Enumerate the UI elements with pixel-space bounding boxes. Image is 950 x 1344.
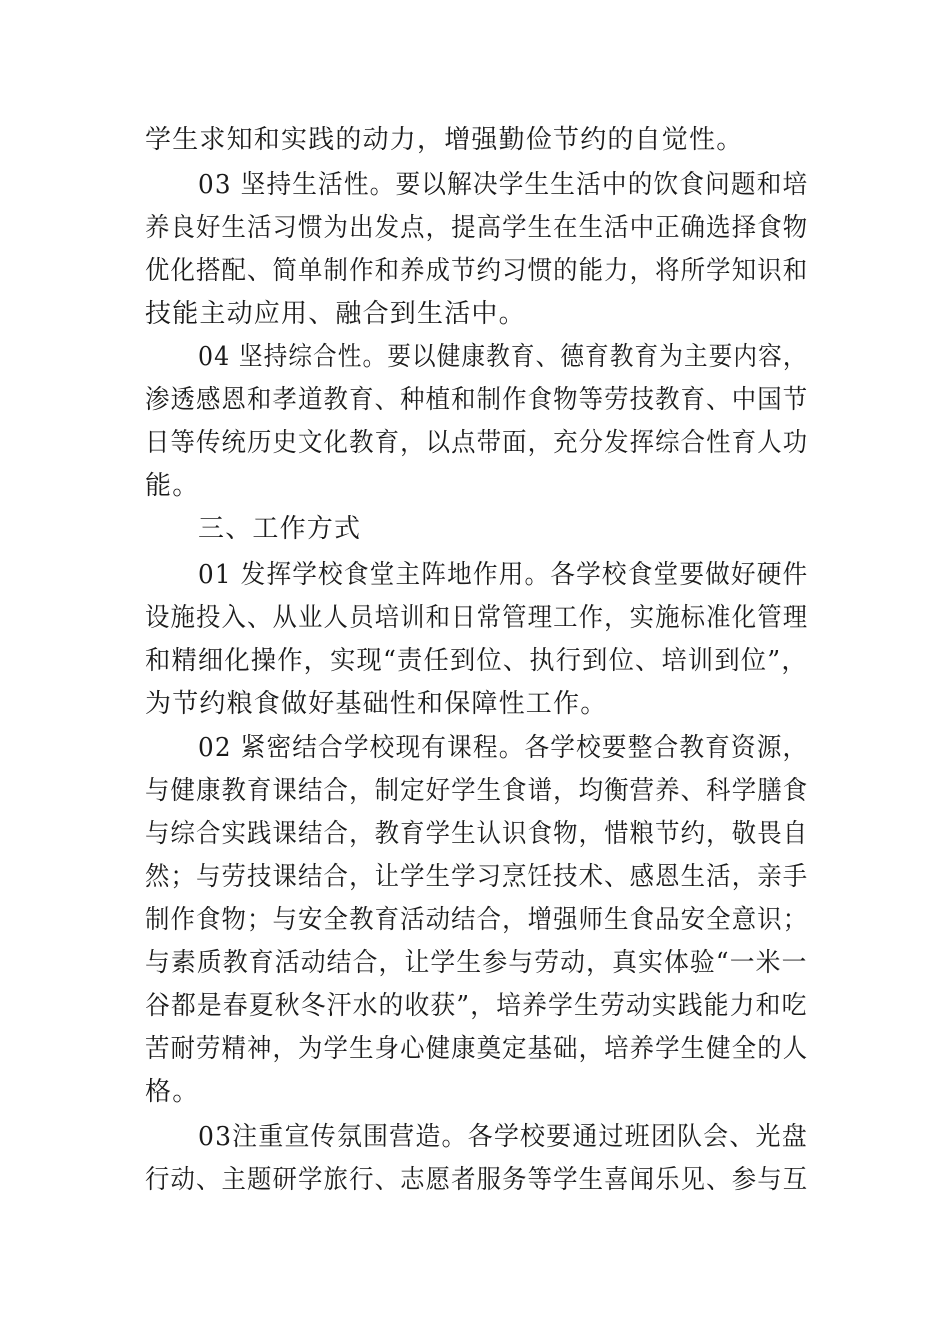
text-line: 设施投入、从业人员培训和日常管理工作，实施标准化管理 (145, 603, 809, 633)
text-line: 然；与劳技课结合，让学生学习烹饪技术、感恩生活，亲手 (145, 862, 809, 892)
text-line: 和精细化操作，实现“责任到位、执行到位、培训到位”， (145, 646, 808, 676)
text-line: 与综合实践课结合，教育学生认识食物，惜粮节约，敬畏自 (145, 819, 809, 849)
text-line: 能。 (145, 471, 200, 501)
text-line: 与健康教育课结合，制定好学生食谱，均衡营养、科学膳食 (145, 776, 809, 806)
paragraph-02-curriculum: 02 紧密结合学校现有课程。各学校要整合教育资源， (198, 733, 809, 763)
text-line: 养良好生活习惯为出发点，提高学生在生活中正确选择食物 (145, 213, 809, 243)
text-line: 为节约粮食做好基础性和保障性工作。 (145, 689, 608, 719)
text-line: 渗透感恩和孝道教育、种植和制作食物等劳技教育、中国节 (145, 385, 809, 415)
text-line: 苦耐劳精神，为学生身心健康奠定基础，培养学生健全的人 (145, 1034, 809, 1064)
text-line: 日等传统历史文化教育，以点带面，充分发挥综合性育人功 (145, 428, 809, 458)
text-line: 与素质教育活动结合，让学生参与劳动，真实体验“一米一 (145, 948, 808, 978)
paragraph-01-canteen: 01 发挥学校食堂主阵地作用。各学校食堂要做好硬件 (198, 560, 809, 590)
text-line: 技能主动应用、融合到生活中。 (145, 299, 526, 329)
paragraph-03-liveliness: 03 坚持生活性。要以解决学生生活中的饮食问题和培 (198, 170, 809, 200)
text-line: 制作食物；与安全教育活动结合，增强师生食品安全意识； (145, 905, 809, 935)
text-line: 格。 (145, 1077, 200, 1107)
section-heading-work-methods: 三、工作方式 (198, 514, 362, 544)
text-line: 行动、主题研学旅行、志愿者服务等学生喜闻乐见、参与互 (145, 1165, 809, 1195)
paragraph-03-publicity: 03注重宣传氛围营造。各学校要通过班团队会、光盘 (198, 1122, 808, 1152)
paragraph-04-comprehensive: 04 坚持综合性。要以健康教育、德育教育为主要内容， (198, 342, 808, 372)
text-line: 谷都是春夏秋冬汗水的收获”，培养学生劳动实践能力和吃 (145, 991, 808, 1021)
text-line: 学生求知和实践的动力，增强勤俭节约的自觉性。 (145, 125, 744, 155)
text-line: 优化搭配、简单制作和养成节约习惯的能力，将所学知识和 (145, 256, 809, 286)
